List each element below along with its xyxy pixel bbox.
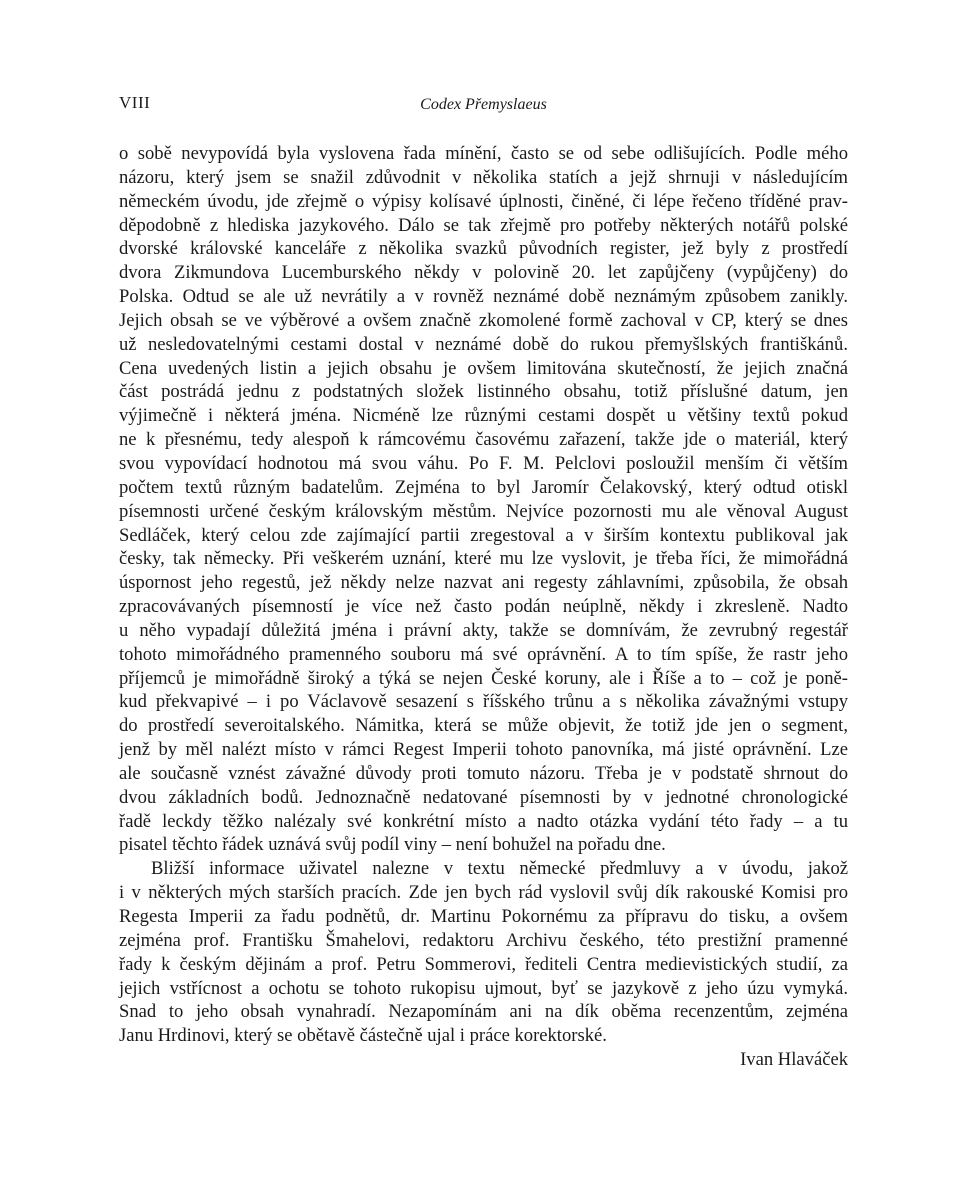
text-line: Regesta Imperii za řadu podnětů, dr. Martinu Pokornému za přípravu do tisku, a ovšem xyxy=(119,906,848,927)
page-number: VIII xyxy=(119,93,151,112)
text-line: do prostředí severoitalského. Námitka, která se může objevit, že totiž jde jen o segment, xyxy=(119,715,848,737)
text-line: část postrádá jednu z podstatných složek listinného obsahu, totiž příslušné datum, jen xyxy=(119,381,848,403)
text-line: zejména prof. Františku Šmahelovi, redaktoru Archivu českého, této prestižní pramenné xyxy=(119,929,848,951)
text-line: jenž by měl nalézt místo v rámci Regest Imperii tohoto panovníka, má jisté oprávnění. Lze xyxy=(119,739,848,761)
text-line: řady k českým dějinám a prof. Petru Sommerovi, řediteli Centra medievistických studií, za xyxy=(119,953,848,975)
paragraph-1 xyxy=(119,142,848,857)
text-line: Jejich obsah se ve výběrové a ovšem značně zkomolené formě zachoval v CP, který se dnes xyxy=(119,309,848,331)
text-line: Janu Hrdinovi, který se obětavě částečně ujal i práce korektorské. xyxy=(119,1025,607,1047)
running-title: Codex Přemyslaeus xyxy=(420,96,547,113)
text-line: už nesledovatelnými cestami dostal v neznámé době do rukou přemyšlských františkánů. xyxy=(119,333,848,355)
text-line: německém úvodu, jde zřejmě o výpisy kolísavé úplnosti, činěné, či lépe řečeno tříděné prav- xyxy=(119,190,848,212)
text-line: Sedláček, který celou zde zajímající partii zregestoval a v širším kontextu publikoval jak xyxy=(119,524,848,546)
signature: Ivan Hlaváček xyxy=(740,1049,848,1071)
text-line: dvorské královské kanceláře z několika svazků původních register, jež byly z prostředí xyxy=(119,238,848,260)
text-line: jejich vstřícnost a ochotu se tohoto rukopisu ujmout, byť se jazykově z jeho úzu vymyká. xyxy=(119,977,848,999)
text-line: ne k přesnému, tedy alespoň k rámcovému časovému zařazení, takže jde o materiál, který xyxy=(119,429,848,451)
text-line: řadě leckdy těžko nalézaly své konkrétní místo a nadto otázka vydání této řady – a tu xyxy=(119,810,848,832)
text-line: i v některých mých starších pracích. Zde jen bych rád vyslovil svůj dík rakouské Komisi pro xyxy=(119,882,848,904)
text-line: písemnosti určené českým královským městům. Nejvíce pozornosti mu ale věnoval August xyxy=(119,500,848,522)
text-line: Bližší informace uživatel nalezne v textu německé předmluvy a v úvodu, jakož xyxy=(151,858,848,880)
text-line: u něho vypadají důležitá jména i právní akty, takže se domnívám, že zevrubný regestář xyxy=(119,619,848,641)
text-line: počtem textů různým badatelům. Zejména to byl Jaromír Čelakovský, který odtud otiskl xyxy=(119,476,848,498)
text-line: dvora Zikmundova Lucemburského někdy v polovině 20. let zapůjčeny (vypůjčeny) do xyxy=(119,262,848,284)
text-line: o sobě nevypovídá byla vyslovena řada mínění, často se od sebe odlišujících. Podle mého xyxy=(119,143,848,164)
text-line: dvou základních bodů. Jednoznačně nedatované písemnosti by v jednotné chronologické xyxy=(119,786,848,808)
text-line: kud překvapivé – i po Václavově sesazení s říšského trůnu a s několika závažnými vstupy xyxy=(119,691,848,713)
text-line: děpodobně z hlediska jazykového. Dálo se tak zřejmě pro potřeby některých notářů polské xyxy=(119,214,848,236)
text-line: česky, tak německy. Při veškerém uznání, které mu lze vyslovit, je třeba říci, že mimořádná xyxy=(119,548,848,570)
text-line: Polska. Odtud se ale už nevrátily a v rovněž neznámé době neznámým způsobem zanikly. xyxy=(119,286,848,308)
text-line: výjimečně i některá jména. Nicméně lze různými cestami dospět u většiny textů pokud xyxy=(119,405,848,427)
text-line: názoru, který jsem se snažil zdůvodnit v několika statích a jejž shrnuji v následujícím xyxy=(119,166,848,188)
text-line: Snad to jeho obsah vynahradí. Nezapomínám ani na dík oběma recenzentům, zejména xyxy=(119,1001,848,1023)
text-line: tohoto mimořádného pramenného souboru má své oprávnění. A to tím spíše, že rastr jeho xyxy=(119,643,848,665)
body-text xyxy=(119,142,848,1072)
text-line: svou vypovídací hodnotou má svou váhu. Po F. M. Pelclovi posloužil menším či větším xyxy=(119,452,848,474)
text-line: Cena uvedených listin a jejich obsahu je ovšem limitována skutečností, že jejich značná xyxy=(119,357,848,379)
text-line: ale současně vznést závažné důvody proti tomuto názoru. Třeba je v podstatě shrnout do xyxy=(119,762,848,784)
text-line: pisatel těchto řádek uznává svůj podíl viny – není bohužel na pořadu dne. xyxy=(119,834,666,856)
text-line: zpracovávaných písemností je více než často podán neúplně, někdy i zkresleně. Nadto xyxy=(119,596,848,618)
text-line: příjemců je mimořádně široký a týká se nejen České koruny, ale i Říše a to – což je poně- xyxy=(119,667,848,689)
text-line: úspornost jeho regestů, jež někdy nelze nazvat ani regesty záhlavními, způsobila, že obsah xyxy=(119,572,848,594)
paragraph-2 xyxy=(119,857,848,1048)
